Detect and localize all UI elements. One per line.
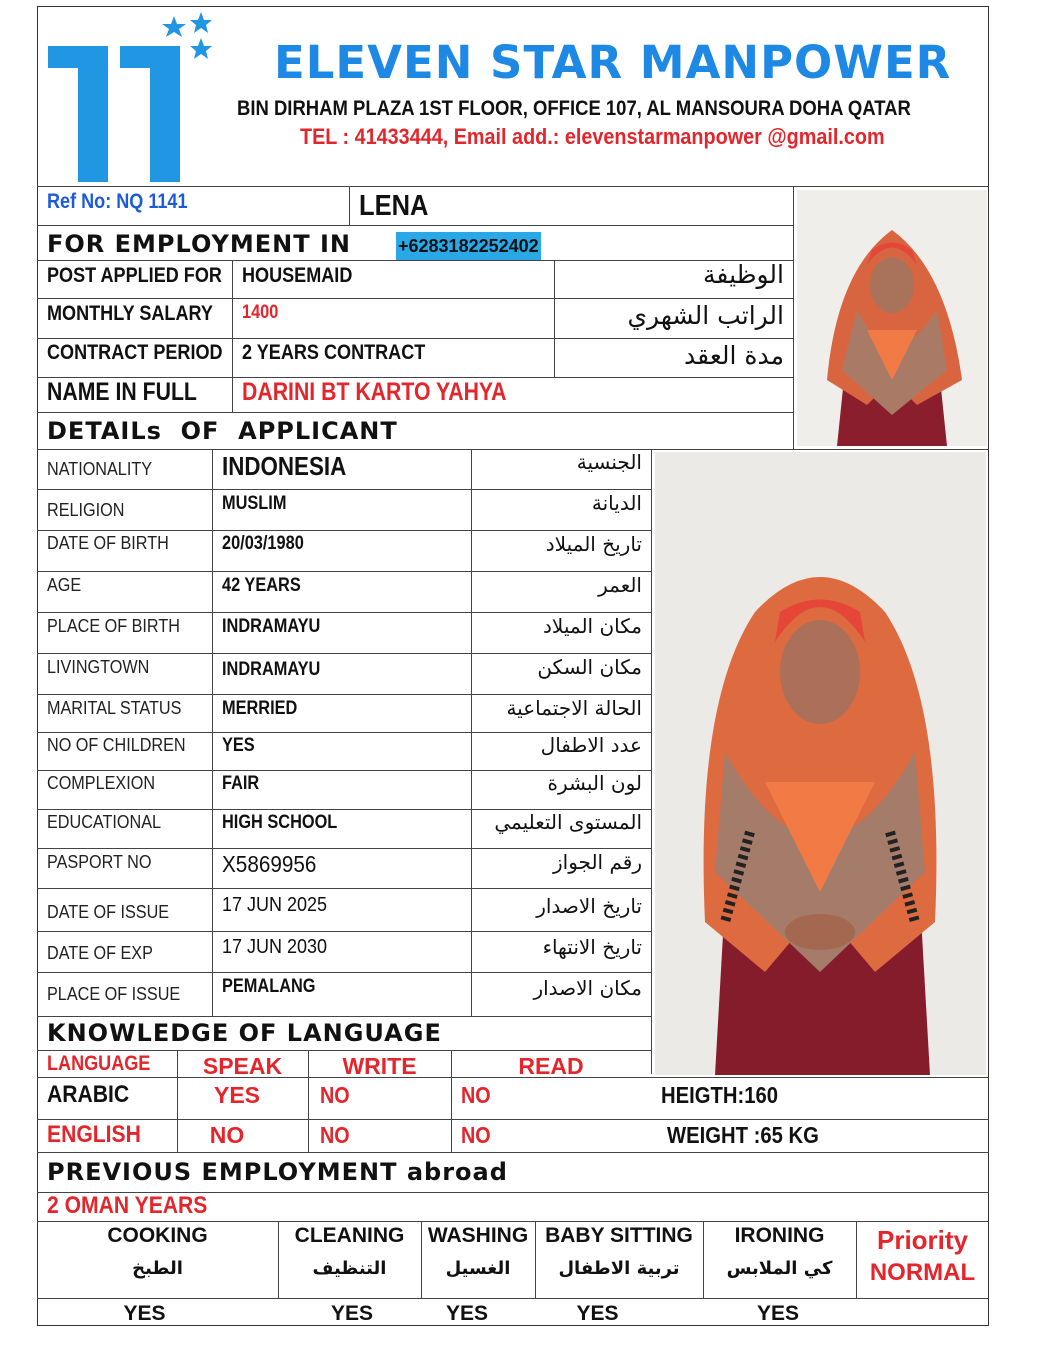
detail-label: COMPLEXION [47, 773, 156, 793]
priority-value: NORMAL [869, 1259, 976, 1286]
weight-value: WEIGHT :65 KG [667, 1122, 819, 1148]
language-col-speak: SPEAK [202, 1053, 283, 1079]
skill-arabic: الغسيل [445, 1258, 511, 1279]
skill-value: YES [445, 1302, 489, 1325]
language-heading: KNOWLEDGE OF LANGUAGE [47, 1019, 442, 1047]
logo-graphic [46, 12, 236, 184]
language-name: ENGLISH [47, 1121, 141, 1148]
divider [37, 888, 651, 889]
divider [37, 225, 793, 226]
company-contact: TEL : 41433444, Email add.: elevenstarmanpower @gmail.com [300, 124, 885, 149]
candidate-name: LENA [359, 190, 429, 222]
language-write: NO [320, 1082, 350, 1108]
language-write: NO [320, 1122, 350, 1148]
applicant-photo-large [655, 452, 986, 1075]
previous-heading: PREVIOUS EMPLOYMENT abroad [47, 1158, 508, 1186]
detail-arabic: مكان الميلاد [543, 614, 642, 638]
detail-arabic: الجنسية [576, 450, 642, 474]
ref-number: Ref No: NQ 1141 [47, 190, 188, 213]
detail-label: NATIONALITY [47, 459, 153, 479]
detail-label: PLACE OF ISSUE [47, 984, 181, 1004]
detail-label: PASPORT NO [47, 852, 152, 872]
detail-value: 20/03/1980 [222, 533, 304, 554]
detail-value: MERRIED [222, 698, 298, 719]
language-read: NO [461, 1082, 491, 1108]
contract-value: 2 YEARS CONTRACT [242, 341, 426, 364]
detail-label: NO OF CHILDREN [47, 735, 186, 755]
detail-arabic: مكان السكن [537, 655, 642, 679]
detail-arabic: لون البشرة [547, 771, 642, 795]
skill-arabic: التنظيف [312, 1258, 387, 1279]
height-value: HEIGTH:160 [661, 1082, 778, 1108]
contract-arabic: مدة العقد [684, 341, 784, 370]
divider [349, 186, 350, 226]
divider [37, 571, 651, 572]
divider [793, 186, 794, 450]
detail-arabic: تاريخ الانتهاء [542, 935, 642, 959]
post-label: POST APPLIED FOR [47, 264, 222, 287]
skill-arabic: كي الملابس [726, 1258, 833, 1279]
skill-value: YES [330, 1302, 374, 1325]
detail-arabic: عدد الاطفال [540, 733, 642, 757]
detail-value: MUSLIM [222, 493, 287, 514]
detail-arabic: الديانة [591, 491, 642, 515]
divider [37, 972, 651, 973]
divider [37, 260, 793, 261]
post-arabic: الوظيفة [703, 260, 784, 289]
fullname-value: DARINI BT KARTO YAHYA [242, 378, 507, 406]
detail-value: INDONESIA [222, 451, 347, 481]
salary-value: 1400 [242, 302, 279, 323]
detail-value: INDRAMAYU [222, 659, 321, 680]
divider [37, 612, 651, 613]
divider [37, 1152, 989, 1153]
detail-label: PLACE OF BIRTH [47, 616, 180, 636]
language-col-write: WRITE [342, 1053, 417, 1079]
detail-arabic: رقم الجواز [553, 850, 642, 874]
divider [37, 653, 651, 654]
divider [37, 1221, 989, 1222]
star-icon [190, 38, 212, 59]
detail-label: MARITAL STATUS [47, 698, 182, 718]
employment-heading: FOR EMPLOYMENT IN [47, 230, 351, 258]
language-speak: YES [213, 1082, 261, 1108]
language-name: ARABIC [47, 1081, 130, 1108]
company-name: ELEVEN STAR MANPOWER [274, 36, 952, 89]
detail-arabic: مكان الاصدار [533, 976, 642, 1000]
detail-value: 17 JUN 2030 [222, 936, 328, 958]
detail-value: 17 JUN 2025 [222, 894, 328, 916]
priority-label: Priority [876, 1225, 969, 1255]
detail-label: EDUCATIONAL [47, 812, 162, 832]
skill-arabic: الطبخ [132, 1258, 183, 1279]
language-col-read: READ [518, 1053, 584, 1079]
fullname-label: NAME IN FULL [47, 378, 197, 406]
divider [37, 489, 651, 490]
divider [37, 1016, 651, 1017]
post-value: HOUSEMAID [242, 264, 353, 287]
divider [37, 186, 989, 187]
contract-label: CONTRACT PERIOD [47, 341, 223, 364]
detail-value: FAIR [222, 773, 260, 794]
divider [37, 412, 793, 413]
divider [37, 530, 651, 531]
detail-label: LIVINGTOWN [47, 657, 150, 677]
skill-label: CLEANING [294, 1224, 405, 1247]
skill-value: YES [756, 1302, 800, 1325]
divider [651, 449, 652, 1074]
company-logo [46, 12, 236, 184]
details-heading: DETAILs OF APPLICANT [47, 417, 398, 445]
detail-arabic: تاريخ الميلاد [545, 532, 642, 556]
divider [37, 449, 989, 450]
divider [37, 1077, 989, 1078]
detail-label: DATE OF EXP [47, 943, 153, 963]
divider [37, 1119, 989, 1120]
salary-arabic: الراتب الشهري [627, 301, 784, 330]
previous-value: 2 OMAN YEARS [47, 1192, 208, 1219]
language-col-language: LANGUAGE [47, 1052, 151, 1075]
detail-label: AGE [47, 575, 82, 595]
star-icon [190, 12, 212, 33]
detail-value: HIGH SCHOOL [222, 812, 338, 833]
detail-value: PEMALANG [222, 976, 316, 997]
detail-arabic: المستوى التعليمي [494, 810, 642, 834]
divider [554, 260, 555, 378]
divider [232, 260, 233, 378]
language-read: NO [461, 1122, 491, 1148]
skill-label: IRONING [734, 1224, 825, 1247]
language-speak: NO [209, 1122, 245, 1148]
detail-value: YES [222, 735, 255, 756]
detail-value: INDRAMAYU [222, 616, 321, 637]
applicant-photo-small [797, 190, 987, 446]
divider [37, 848, 651, 849]
phone-number: +6283182252402 [396, 232, 541, 260]
skill-value: YES [576, 1302, 619, 1325]
skill-label: WASHING [427, 1224, 529, 1247]
divider [37, 931, 651, 932]
star-icon [162, 16, 186, 37]
detail-arabic: الحالة الاجتماعية [506, 696, 642, 720]
divider [232, 377, 233, 412]
skill-label: BABY SITTING [545, 1224, 693, 1247]
divider [37, 338, 793, 339]
divider [37, 694, 651, 695]
detail-value: X5869956 [222, 851, 317, 877]
divider [37, 1298, 989, 1299]
detail-label: DATE OF ISSUE [47, 902, 170, 922]
detail-arabic: العمر [598, 573, 642, 597]
detail-arabic: تاريخ الاصدار [536, 894, 642, 918]
company-address: BIN DIRHAM PLAZA 1ST FLOOR, OFFICE 107, AL MANSOURA DOHA QATAR [237, 97, 911, 120]
skill-value: YES [123, 1302, 166, 1325]
detail-value: 42 YEARS [222, 575, 301, 596]
detail-label: DATE OF BIRTH [47, 533, 169, 553]
skill-arabic: تربية الاطفال [558, 1258, 680, 1279]
skill-label: COOKING [107, 1224, 208, 1247]
divider [37, 1050, 651, 1051]
divider [37, 298, 793, 299]
detail-label: RELIGION [47, 500, 125, 520]
salary-label: MONTHLY SALARY [47, 302, 213, 325]
